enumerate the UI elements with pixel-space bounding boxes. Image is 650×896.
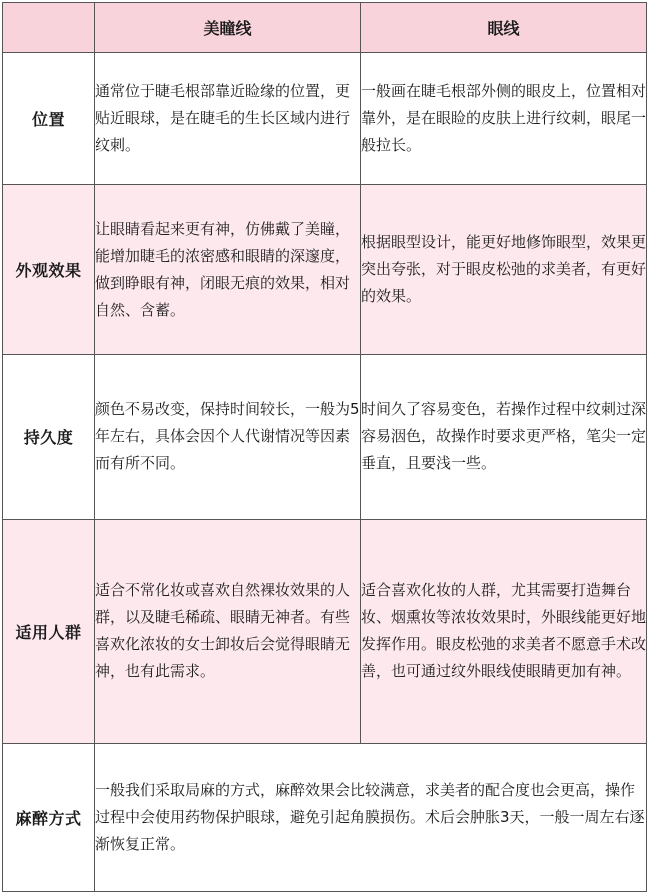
- row-label-position: 位置: [3, 53, 95, 185]
- header-empty-cell: [3, 3, 95, 53]
- cell-eyelash-line-appearance: 让眼睛看起来更有神，仿佛戴了美瞳，能增加睫毛的浓密感和眼睛的深邃度，做到睁眼有神，闭眼无痕的效果，相对自然、含蓄。: [95, 185, 361, 355]
- row-label-appearance: 外观效果: [3, 185, 95, 355]
- cell-eyelash-line-position: 通常位于睫毛根部靠近睑缘的位置，更贴近眼球，是在睫毛的生长区域内进行纹刺。: [95, 53, 361, 185]
- cell-anesthesia-merged: 一般我们采取局麻的方式，麻醉效果会比较满意，求美者的配合度也会更高，操作过程中会使用药物保护眼球，避免引起角膜损伤。术后会肿胀3天，一般一周左右逐渐恢复正常。: [95, 743, 647, 891]
- cell-eyeliner-durability: 时间久了容易变色，若操作过程中纹刺过深容易洇色，故操作时要求更严格，笔尖一定垂直，且要浅一些。: [361, 355, 647, 519]
- table-header-row: [3, 3, 647, 53]
- comparison-table: [2, 2, 647, 892]
- row-label-anesthesia: 麻醉方式: [3, 743, 95, 891]
- table-row-position: [3, 53, 647, 185]
- table-row-anesthesia: [3, 743, 647, 891]
- cell-eyeliner-appearance: 根据眼型设计，能更好地修饰眼型，效果更突出夸张，对于眼皮松弛的求美者，有更好的效果。: [361, 185, 647, 355]
- header-eyelash-line: 美瞳线: [95, 3, 361, 53]
- table-row-durability: [3, 355, 647, 519]
- cell-eyeliner-suitable-people: 适合喜欢化妆的人群，尤其需要打造舞台妆、烟熏妆等浓妆效果时，外眼线能更好地发挥作用。眼皮松弛的求美者不愿意手术改善，也可通过纹外眼线使眼睛更加有神。: [361, 519, 647, 743]
- cell-eyelash-line-durability: 颜色不易改变，保持时间较长，一般为5年左右，具体会因个人代谢情况等因素而有所不同。: [95, 355, 361, 519]
- cell-eyeliner-position: 一般画在睫毛根部外侧的眼皮上，位置相对靠外，是在眼睑的皮肤上进行纹刺，眼尾一般拉长。: [361, 53, 647, 185]
- table-row-suitable-people: [3, 519, 647, 743]
- header-eyeliner: 眼线: [361, 3, 647, 53]
- table-row-appearance: [3, 185, 647, 355]
- row-label-suitable-people: 适用人群: [3, 519, 95, 743]
- row-label-durability: 持久度: [3, 355, 95, 519]
- cell-eyelash-line-suitable-people: 适合不常化妆或喜欢自然裸妆效果的人群，以及睫毛稀疏、眼睛无神者。有些喜欢化浓妆的女士卸妆后会觉得眼睛无神，也有此需求。: [95, 519, 361, 743]
